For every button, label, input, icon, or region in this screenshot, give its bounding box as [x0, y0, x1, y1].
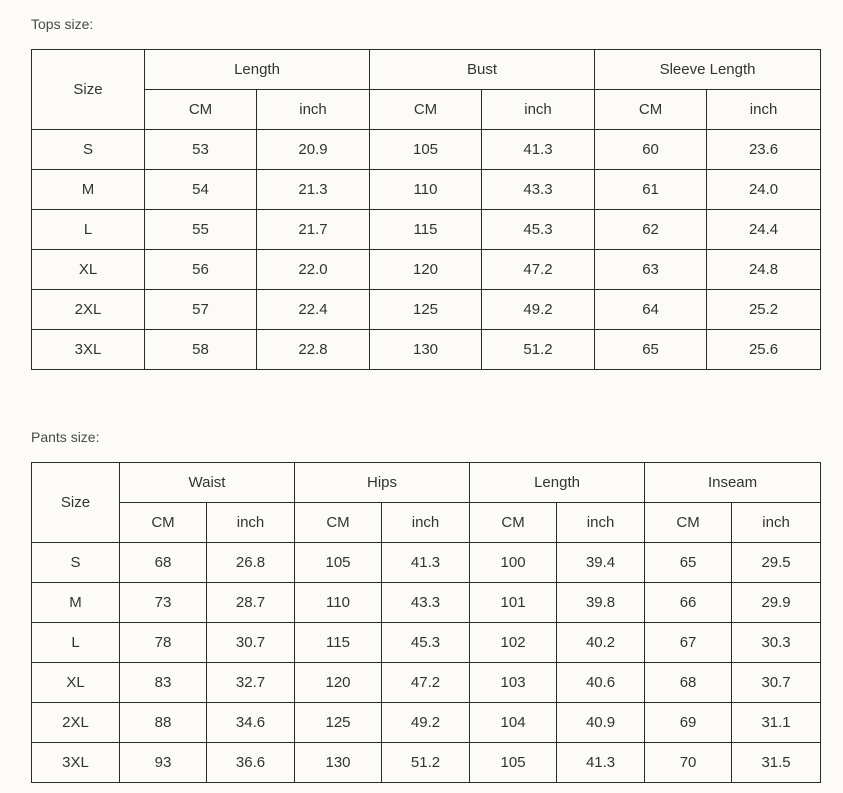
value-cell: 101 [470, 583, 557, 623]
unit-header: CM [595, 90, 707, 130]
value-cell: 110 [295, 583, 382, 623]
value-cell: 120 [295, 663, 382, 703]
size-cell: M [32, 170, 145, 210]
measurement-group-header: Waist [120, 463, 295, 503]
value-cell: 47.2 [382, 663, 470, 703]
value-cell: 105 [370, 130, 482, 170]
value-cell: 51.2 [482, 330, 595, 370]
pants-size-table [31, 462, 821, 783]
value-cell: 83 [120, 663, 207, 703]
value-cell: 125 [295, 703, 382, 743]
measurement-group-header: Hips [295, 463, 470, 503]
value-cell: 29.9 [732, 583, 821, 623]
unit-header: CM [470, 503, 557, 543]
value-cell: 102 [470, 623, 557, 663]
size-cell: L [32, 623, 120, 663]
unit-header: CM [370, 90, 482, 130]
table-row [32, 210, 821, 250]
value-cell: 20.9 [257, 130, 370, 170]
value-cell: 67 [645, 623, 732, 663]
tops-size-label: Tops size: [31, 16, 94, 32]
value-cell: 88 [120, 703, 207, 743]
value-cell: 68 [120, 543, 207, 583]
value-cell: 25.2 [707, 290, 821, 330]
value-cell: 47.2 [482, 250, 595, 290]
table-header-row [32, 463, 821, 503]
value-cell: 41.3 [557, 743, 645, 783]
tops-size-table [31, 49, 821, 370]
value-cell: 30.7 [732, 663, 821, 703]
table-row [32, 583, 821, 623]
table-row [32, 290, 821, 330]
value-cell: 45.3 [482, 210, 595, 250]
value-cell: 29.5 [732, 543, 821, 583]
unit-header: CM [145, 90, 257, 130]
table-row [32, 250, 821, 290]
unit-header-row [32, 90, 821, 130]
table-header-row [32, 50, 821, 90]
table-row [32, 663, 821, 703]
value-cell: 110 [370, 170, 482, 210]
value-cell: 24.0 [707, 170, 821, 210]
value-cell: 100 [470, 543, 557, 583]
value-cell: 115 [295, 623, 382, 663]
size-header: Size [32, 463, 120, 543]
value-cell: 24.8 [707, 250, 821, 290]
unit-header-row [32, 503, 821, 543]
value-cell: 65 [595, 330, 707, 370]
value-cell: 40.9 [557, 703, 645, 743]
value-cell: 93 [120, 743, 207, 783]
value-cell: 68 [645, 663, 732, 703]
value-cell: 56 [145, 250, 257, 290]
unit-header: CM [120, 503, 207, 543]
value-cell: 60 [595, 130, 707, 170]
value-cell: 40.6 [557, 663, 645, 703]
size-cell: L [32, 210, 145, 250]
value-cell: 103 [470, 663, 557, 703]
value-cell: 69 [645, 703, 732, 743]
value-cell: 55 [145, 210, 257, 250]
value-cell: 31.5 [732, 743, 821, 783]
measurement-group-header: Sleeve Length [595, 50, 821, 90]
unit-header: CM [645, 503, 732, 543]
size-cell: S [32, 543, 120, 583]
value-cell: 31.1 [732, 703, 821, 743]
unit-header: inch [732, 503, 821, 543]
unit-header: inch [482, 90, 595, 130]
value-cell: 39.4 [557, 543, 645, 583]
value-cell: 34.6 [207, 703, 295, 743]
value-cell: 39.8 [557, 583, 645, 623]
size-header: Size [32, 50, 145, 130]
value-cell: 54 [145, 170, 257, 210]
value-cell: 25.6 [707, 330, 821, 370]
value-cell: 41.3 [382, 543, 470, 583]
table-row [32, 543, 821, 583]
value-cell: 22.4 [257, 290, 370, 330]
table-row [32, 703, 821, 743]
measurement-group-header: Length [470, 463, 645, 503]
value-cell: 24.4 [707, 210, 821, 250]
value-cell: 120 [370, 250, 482, 290]
measurement-group-header: Length [145, 50, 370, 90]
size-cell: XL [32, 663, 120, 703]
value-cell: 104 [470, 703, 557, 743]
value-cell: 26.8 [207, 543, 295, 583]
value-cell: 64 [595, 290, 707, 330]
size-cell: S [32, 130, 145, 170]
size-cell: XL [32, 250, 145, 290]
measurement-group-header: Inseam [645, 463, 821, 503]
value-cell: 49.2 [382, 703, 470, 743]
table-row [32, 330, 821, 370]
value-cell: 41.3 [482, 130, 595, 170]
value-cell: 40.2 [557, 623, 645, 663]
table-row [32, 623, 821, 663]
size-cell: M [32, 583, 120, 623]
value-cell: 73 [120, 583, 207, 623]
size-cell: 3XL [32, 743, 120, 783]
value-cell: 21.3 [257, 170, 370, 210]
unit-header: inch [557, 503, 645, 543]
value-cell: 51.2 [382, 743, 470, 783]
measurement-group-header: Bust [370, 50, 595, 90]
value-cell: 43.3 [382, 583, 470, 623]
value-cell: 30.3 [732, 623, 821, 663]
table-row [32, 130, 821, 170]
value-cell: 22.8 [257, 330, 370, 370]
unit-header: inch [382, 503, 470, 543]
value-cell: 78 [120, 623, 207, 663]
size-cell: 3XL [32, 330, 145, 370]
value-cell: 63 [595, 250, 707, 290]
value-cell: 66 [645, 583, 732, 623]
value-cell: 125 [370, 290, 482, 330]
value-cell: 130 [370, 330, 482, 370]
value-cell: 45.3 [382, 623, 470, 663]
pants-size-label: Pants size: [31, 429, 100, 445]
value-cell: 28.7 [207, 583, 295, 623]
unit-header: inch [207, 503, 295, 543]
table-row [32, 743, 821, 783]
value-cell: 23.6 [707, 130, 821, 170]
size-cell: 2XL [32, 703, 120, 743]
size-cell: 2XL [32, 290, 145, 330]
value-cell: 43.3 [482, 170, 595, 210]
value-cell: 57 [145, 290, 257, 330]
unit-header: CM [295, 503, 382, 543]
value-cell: 32.7 [207, 663, 295, 703]
value-cell: 105 [470, 743, 557, 783]
table-row [32, 170, 821, 210]
unit-header: inch [707, 90, 821, 130]
value-cell: 49.2 [482, 290, 595, 330]
value-cell: 36.6 [207, 743, 295, 783]
value-cell: 130 [295, 743, 382, 783]
unit-header: inch [257, 90, 370, 130]
value-cell: 21.7 [257, 210, 370, 250]
value-cell: 70 [645, 743, 732, 783]
value-cell: 65 [645, 543, 732, 583]
value-cell: 62 [595, 210, 707, 250]
value-cell: 61 [595, 170, 707, 210]
value-cell: 22.0 [257, 250, 370, 290]
value-cell: 105 [295, 543, 382, 583]
value-cell: 115 [370, 210, 482, 250]
value-cell: 58 [145, 330, 257, 370]
value-cell: 30.7 [207, 623, 295, 663]
value-cell: 53 [145, 130, 257, 170]
